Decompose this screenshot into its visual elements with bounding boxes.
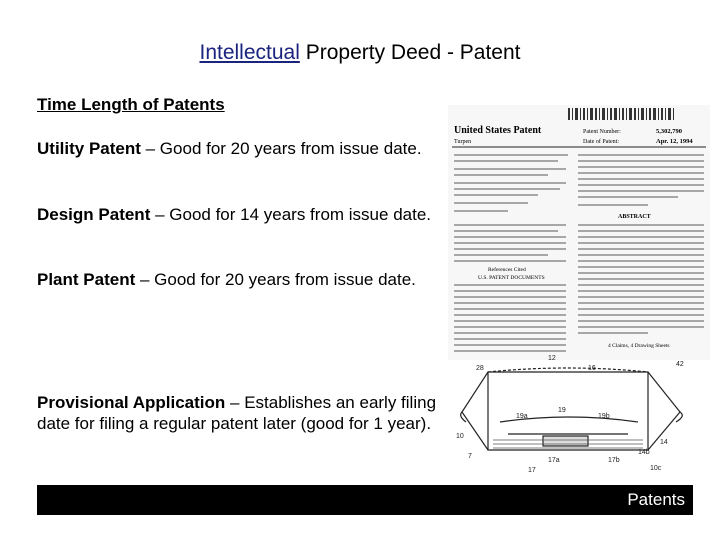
utility-patent-item <box>37 138 437 159</box>
drawing-label: 17b <box>608 457 620 464</box>
patent-reference-lines <box>454 285 566 351</box>
drawing-label: 17 <box>528 467 536 474</box>
references-label: References Cited <box>488 267 526 273</box>
bag-drawing-svg <box>448 350 698 475</box>
item-desc: – Good for 20 years from issue date. <box>140 139 422 158</box>
drawing-label: 19 <box>558 407 566 414</box>
barcode <box>568 108 674 120</box>
drawing-label: 12 <box>548 355 556 362</box>
drawing-label: 17a <box>548 457 560 464</box>
section-heading: Time Length of Patents <box>37 95 225 114</box>
item-term: Design Patent <box>37 205 151 224</box>
title-rest: Property Deed - Patent <box>299 41 521 64</box>
drawing-label: 28 <box>476 365 484 372</box>
footer-bar <box>37 485 693 515</box>
title-link[interactable]: Intellectual <box>199 41 300 64</box>
item-term: Plant Patent <box>37 270 136 289</box>
patent-left-column-lines <box>454 155 568 261</box>
drawing-label: 10c <box>650 465 662 472</box>
patent-header: United States Patent <box>454 125 542 136</box>
item-desc: – Good for 20 years from issue date. <box>135 270 416 289</box>
patent-number: 5,302,790 <box>656 128 682 135</box>
patent-number-label: Patent Number: <box>583 129 621 135</box>
bag-outline <box>461 368 683 450</box>
us-docs-label: U.S. PATENT DOCUMENTS <box>478 275 545 281</box>
item-desc: – Good for 14 years from issue date. <box>150 205 432 224</box>
drawing-label: 7 <box>468 453 472 460</box>
patent-date-label: Date of Patent: <box>583 139 619 145</box>
patent-document-svg <box>448 105 710 360</box>
item-term: Provisional Application <box>37 393 226 412</box>
patent-right-column-lines <box>578 155 704 205</box>
design-patent-item <box>37 204 437 225</box>
patent-document-image <box>448 105 710 360</box>
claims-note: 4 Claims, 4 Drawing Sheets <box>608 343 670 349</box>
drawing-label: 19a <box>516 413 528 420</box>
patent-drawing-image <box>448 350 698 475</box>
footer-label: Patents <box>627 490 685 509</box>
drawing-label: 14 <box>660 439 668 446</box>
drawing-labels <box>456 355 684 474</box>
item-desc: – Establishes an early filing date for filing a regular patent later (good for 1 year). <box>37 393 437 433</box>
plant-patent-item <box>37 269 437 290</box>
drawing-label: 19b <box>598 413 610 420</box>
drawing-label: 10 <box>456 433 464 440</box>
drawing-label: 16 <box>588 365 596 372</box>
drawing-label: 42 <box>676 361 684 368</box>
page-title <box>0 41 720 65</box>
patent-date: Apr. 12, 1994 <box>656 138 693 145</box>
drawing-label: 14b <box>638 449 650 456</box>
patent-inventor: Turpen <box>454 139 472 145</box>
patent-abstract-lines <box>578 225 704 333</box>
abstract-label: ABSTRACT <box>618 214 651 220</box>
provisional-application-item <box>37 392 437 434</box>
item-term: Utility Patent <box>37 139 141 158</box>
